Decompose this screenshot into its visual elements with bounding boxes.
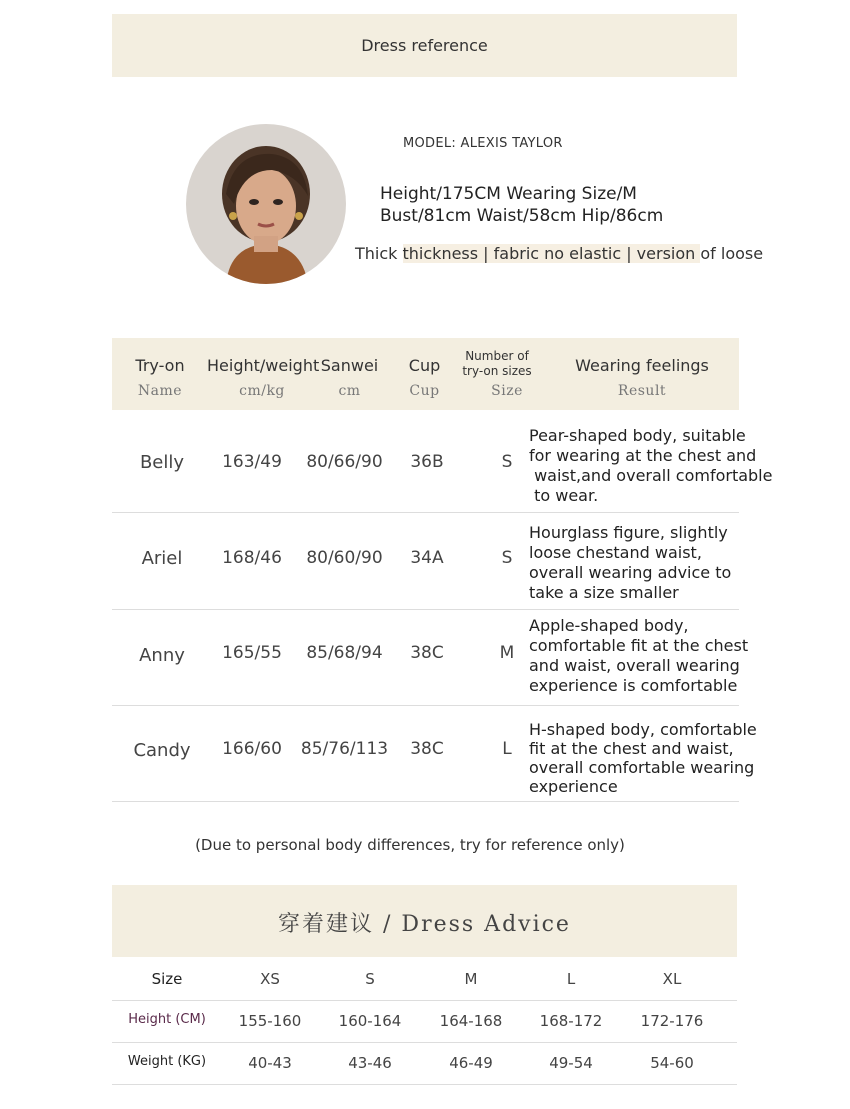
- fabric-info: [355, 244, 763, 263]
- size-value: S: [365, 970, 375, 988]
- feeling-line: Pear-shaped body, suitable: [529, 426, 746, 445]
- header-name: Name: [137, 383, 183, 399]
- tryon-sanwei: 80/66/90: [306, 452, 383, 472]
- feeling-line: experience: [529, 777, 618, 796]
- fabric-highlight: thickness | fabric no elastic | version: [402, 244, 701, 263]
- feeling-line: experience is comfortable: [529, 676, 738, 695]
- feeling-line: H-shaped body, comfortable: [529, 720, 757, 739]
- header-cup: Cup: [408, 356, 441, 375]
- tryon-sanwei: 85/68/94: [306, 643, 383, 663]
- size-value: M: [464, 970, 478, 988]
- tryon-name: Candy: [133, 740, 191, 761]
- tryon-sanwei: 80/60/90: [306, 548, 383, 568]
- tryon-height-weight: 166/60: [222, 739, 282, 759]
- tryon-feeling: [529, 523, 731, 603]
- tryon-height-weight: 163/49: [222, 452, 282, 472]
- weight-value: 49-54: [549, 1054, 593, 1072]
- fabric-prefix: Thick: [355, 244, 403, 263]
- tryon-cup: 38C: [410, 739, 444, 759]
- header-number-of-sizes: [457, 349, 537, 379]
- feeling-line: fit at the chest and waist,: [529, 739, 734, 758]
- feeling-line: and waist, overall wearing: [529, 656, 740, 675]
- model-avatar: [186, 124, 346, 284]
- table-row: [112, 706, 757, 802]
- feeling-line: take a size smaller: [529, 583, 679, 602]
- header-sanwei: Sanwei: [320, 356, 379, 375]
- height-row: [112, 1000, 737, 1043]
- table-row: [112, 410, 773, 513]
- weight-label: Weight (KG): [127, 1054, 207, 1069]
- tryon-table-header: [112, 338, 739, 410]
- tryon-height-weight: 165/55: [222, 643, 282, 663]
- header-tryon-sizes: try-on sizes: [462, 364, 532, 378]
- tryon-feeling: [529, 720, 757, 796]
- tryon-size: S: [501, 452, 513, 472]
- size-label: Size: [151, 970, 183, 988]
- header-cup-sub: Cup: [409, 383, 440, 399]
- model-measurements: Bust/81cm Waist/58cm Hip/86cm: [380, 206, 664, 226]
- tryon-feeling: [529, 616, 748, 696]
- table-row: [112, 513, 739, 610]
- tryon-cup: 34A: [410, 548, 444, 568]
- header-tryon: Try-on: [135, 356, 185, 375]
- height-label: Height (CM): [128, 1012, 206, 1027]
- tryon-name: Belly: [139, 452, 185, 473]
- header-number-of: Number of: [465, 349, 529, 363]
- tryon-name: Ariel: [141, 548, 183, 569]
- header-wearing-feelings: Wearing feelings: [575, 356, 709, 375]
- tryon-name: Anny: [139, 645, 185, 666]
- feeling-line: waist,and overall comfortable: [529, 466, 773, 485]
- feeling-line: for wearing at the chest and: [529, 446, 757, 465]
- tryon-cup: 36B: [410, 452, 444, 472]
- dress-advice-title: 穿着建议 / Dress Advice: [278, 912, 571, 937]
- dress-advice-banner: [112, 885, 737, 957]
- page-title: Dress reference: [361, 36, 488, 55]
- height-value: 160-164: [338, 1012, 402, 1030]
- header-result: Result: [617, 383, 667, 399]
- tryon-cup: 38C: [410, 643, 444, 663]
- feeling-line: loose chestand waist,: [529, 543, 702, 562]
- feeling-line: comfortable fit at the chest: [529, 636, 749, 655]
- disclaimer-note: (Due to personal body differences, try for reference only): [195, 836, 625, 854]
- size-row: [112, 958, 737, 1001]
- model-name: MODEL: ALEXIS TAYLOR: [403, 136, 563, 151]
- header-cmkg: cm/kg: [239, 383, 285, 399]
- header-banner: [112, 14, 737, 77]
- size-value: XS: [260, 970, 280, 988]
- header-cm: cm: [338, 383, 361, 399]
- feeling-line: Hourglass figure, slightly: [529, 523, 728, 542]
- tryon-height-weight: 168/46: [222, 548, 282, 568]
- weight-value: 54-60: [650, 1054, 694, 1072]
- weight-value: 46-49: [449, 1054, 493, 1072]
- feeling-line: Apple-shaped body,: [529, 616, 689, 635]
- feeling-line: overall wearing advice to: [529, 563, 732, 582]
- height-value: 155-160: [238, 1012, 302, 1030]
- tryon-size: L: [502, 739, 512, 759]
- fabric-suffix: of loose: [700, 244, 764, 263]
- header-size: Size: [491, 383, 523, 399]
- feeling-line: to wear.: [529, 486, 599, 505]
- header-height-weight: Height/weight: [207, 356, 320, 375]
- tryon-feeling: [529, 426, 772, 506]
- tryon-size: S: [501, 548, 513, 568]
- weight-value: 40-43: [248, 1054, 292, 1072]
- size-value: XL: [662, 970, 682, 988]
- size-value: L: [566, 970, 576, 988]
- weight-value: 43-46: [348, 1054, 392, 1072]
- model-height-size: Height/175CM Wearing Size/M: [380, 184, 637, 204]
- feeling-line: overall comfortable wearing: [529, 758, 755, 777]
- height-value: 172-176: [640, 1012, 704, 1030]
- tryon-size: M: [499, 643, 515, 663]
- table-row: [112, 610, 749, 706]
- height-value: 168-172: [539, 1012, 603, 1030]
- height-value: 164-168: [439, 1012, 503, 1030]
- weight-row: [112, 1042, 737, 1085]
- tryon-sanwei: 85/76/113: [300, 739, 389, 759]
